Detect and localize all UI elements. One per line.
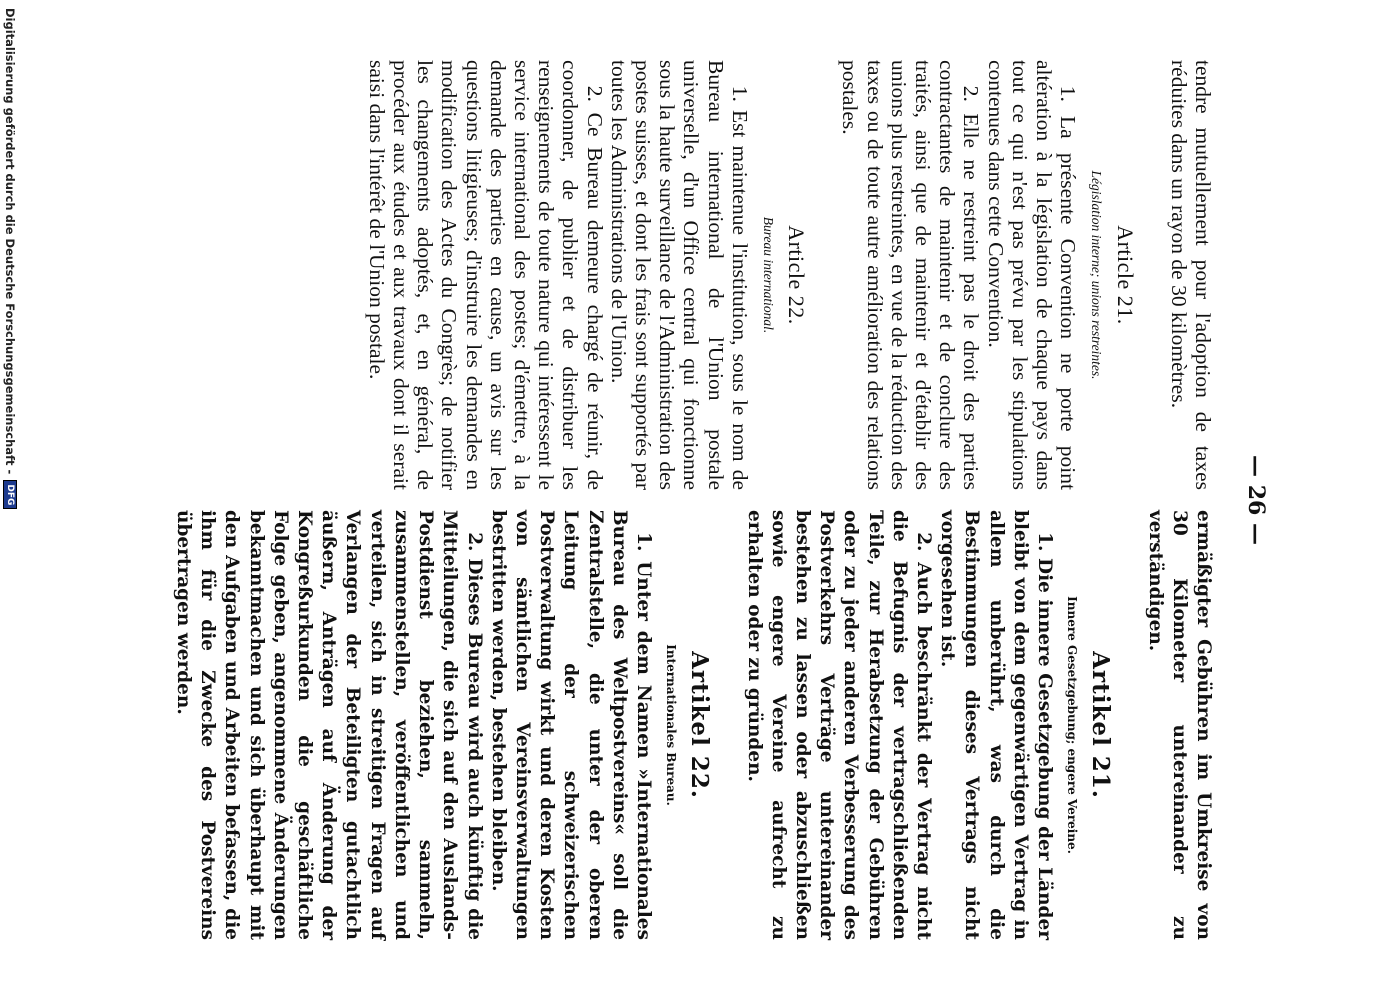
french-article-21-heading: Article 21. (1112, 225, 1138, 325)
dfg-logo-icon: DFG (3, 480, 17, 509)
german-article-21-para-2: 2. Auch beschränkt der Vertrag nicht die Befugnis der vertragschließenden Teile, zur Herabsetzung der Gebühren oder zu jeder anderen Verbesserung des Postverkehrs Verträge untereinander bestehen zu lassen oder abzuschließen sowie engere Vereine aufrecht zu erhalten oder zu gründen. (743, 510, 934, 940)
french-article-21-para-2: 2. Elle ne restreint pas le droit des parties contractantes de maintenir et de conclure des traités, ainsi que de maintenir et d'établir des unions plus restreintes, en vue de la réduction des taxes ou de toute autre amélioration des relations postales. (838, 60, 984, 490)
french-article-22-heading: Article 22. (784, 225, 810, 325)
french-continuation: tendre mutuellement pour l'adoption de taxes réduites dans un rayon de 30 kilomètres. (1166, 60, 1215, 490)
french-article-21-subheading: Législation interne; unions restreintes. (1089, 170, 1105, 380)
french-article-22-para-1: 1. Est maintenue l'institution, sous le nom de Bureau international de l'Union postale universelle, d'un Office central qui fonctionne sous la haute surveillance de l'Administration des postes suisses, et dont les frais sont supportés par toutes les Administrations de l'Union. (606, 60, 752, 490)
german-article-22-subheading: Internationales Bureau. (664, 644, 679, 806)
german-article-22-para-2: 2. Dieses Bureau wird auch künftig die Mitteilungen, die sich auf den Auslands-Postdienst beziehen, sammeln, zusammenstellen, veröffentlichen und verteilen, sich in streitigen Fragen auf Verlangen der Beteiligten gutachtlich äußern, Anträgen auf Änderung der Kongreßurkunden die geschäftliche Folge geben, angenommene Änderungen bekanntmachen und sich überhaupt mit den Aufgaben und Arbeiten befassen, die ihm für die Zwecke des Postvereins übertragen werden. (173, 510, 485, 940)
digitization-notice: Digitalisierung gefördert durch die Deutsche Forschungsgemeinschaft - (3, 8, 17, 475)
german-article-21-para-1: 1. Die innere Gesetzgebung der Länder bleibt von dem gegenwärtigen Vertrag in allem unberührt, was durch die Bestimmungen dieses Vertrags nicht vorgesehen ist. (937, 510, 1055, 940)
german-article-22-heading: Artikel 22. (686, 651, 714, 799)
german-article-21-subheading: Innere Gesetzgebung; engere Vereine. (1065, 596, 1080, 854)
digitization-footer (0, 0, 20, 1000)
french-article-22-subheading: Bureau international. (760, 216, 776, 334)
page-number: — 26 — (1243, 455, 1269, 545)
german-column (171, 510, 1215, 940)
german-article-22-para-1: 1. Unter dem Namen »Internationales Bureau des Weltpostvereins« soll die Zentralstelle, die unter der oberen Leitung der schweizerischen Postverwaltung wirkt und deren Kosten von sämtlichen Vereinsverwaltungen bestritten werden, bestehen bleiben. (487, 510, 654, 940)
french-column (365, 60, 1216, 490)
german-article-21-heading: Artikel 21. (1087, 651, 1115, 799)
french-article-22-para-2: 2. Ce Bureau demeure chargé de réunir, de coordonner, de publier et de distribuer les renseignements de toute nature qui intéressent le service international des postes; d'émettre, à la demande des parties en cause, un avis sur les questions litigieuses; d'instruire les demandes en modification des Actes du Congrès; de notifier les changements adoptés, et, en général, de procéder aux études et aux travaux dont il serait saisi dans l'intérêt de l'Union postale. (364, 60, 607, 490)
german-continuation: ermäßigter Gebühren im Umkreise von 30 Kilometer untereinander zu verständigen. (1144, 510, 1214, 940)
french-article-21-para-1: 1. La présente Convention ne porte point altération à la législation de chaque pays dans tout ce qui n'est pas prévu par les stipulations contenues dans cette Convention. (983, 60, 1081, 490)
